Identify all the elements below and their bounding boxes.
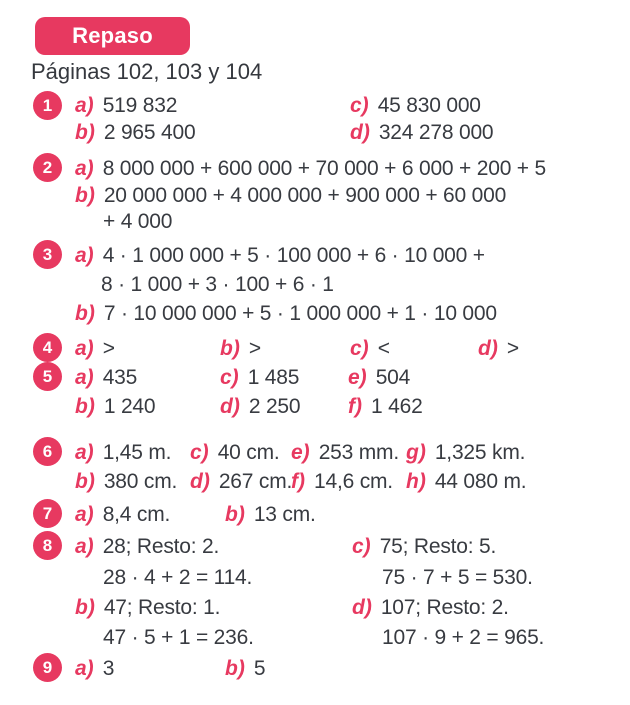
- answer-label: b): [75, 470, 95, 493]
- answer-label: c): [190, 441, 209, 464]
- answer-item: [291, 470, 393, 494]
- answer-label: a): [75, 337, 94, 360]
- answer-label: a): [75, 657, 94, 680]
- answer-label: d): [190, 470, 210, 493]
- answer-line: [75, 470, 623, 498]
- answer-label: b): [225, 657, 245, 680]
- answer-label: f): [348, 395, 362, 418]
- answer-value: 75; Resto: 5.: [379, 535, 497, 558]
- answer-item: [190, 470, 292, 494]
- answer-item: [75, 503, 170, 527]
- answer-label: h): [406, 470, 426, 493]
- answer-item: [103, 566, 252, 590]
- answer-value: 8 · 1 000 + 3 · 100 + 6 · 1: [101, 273, 334, 296]
- answer-item: [350, 337, 390, 361]
- answer-value: 107 · 9 + 2 = 965.: [382, 626, 545, 649]
- answer-line: [75, 210, 623, 238]
- answer-value: 20 000 000 + 4 000 000 + 900 000 + 60 000: [103, 184, 507, 207]
- answer-item: [220, 366, 299, 390]
- answer-item: [225, 657, 265, 681]
- pages-line: Páginas 102, 103 y 104: [31, 59, 263, 84]
- answer-item: [103, 210, 172, 234]
- answer-value: >: [506, 337, 519, 360]
- answer-item: [75, 657, 114, 681]
- answer-item: [348, 366, 410, 390]
- answer-line: [75, 395, 623, 423]
- answer-item: [225, 503, 316, 527]
- answer-value: 8 000 000 + 600 000 + 70 000 + 6 000 + 200 + 5: [102, 157, 546, 180]
- answer-value: 1 240: [103, 395, 156, 418]
- answer-line: [75, 503, 623, 531]
- answer-item: [220, 395, 300, 419]
- answer-label: a): [75, 503, 94, 526]
- answer-value: 47 · 5 + 1 = 236.: [103, 626, 254, 649]
- answer-value: 2 965 400: [103, 121, 196, 144]
- exercise-number: 2: [33, 153, 62, 182]
- answer-item: [75, 121, 195, 145]
- answer-value: 45 830 000: [377, 94, 481, 117]
- answer-value: 1,325 km.: [434, 441, 526, 464]
- answer-item: [348, 395, 423, 419]
- answer-item: [382, 566, 533, 590]
- answer-line: [75, 273, 623, 301]
- answer-item: [350, 121, 493, 145]
- answer-value: 519 832: [102, 94, 178, 117]
- answer-value: 1 462: [371, 395, 423, 418]
- answer-value: 14,6 cm.: [314, 470, 393, 493]
- answer-label: e): [348, 366, 367, 389]
- answer-line: [75, 302, 623, 330]
- answer-label: b): [220, 337, 240, 360]
- answer-label: a): [75, 441, 94, 464]
- answer-item: [75, 366, 137, 390]
- answer-item: [75, 184, 506, 208]
- answer-item: [406, 470, 526, 494]
- answer-line: [75, 366, 623, 394]
- answer-value: 1 485: [247, 366, 300, 389]
- answer-label: b): [75, 302, 95, 325]
- exercise-number: 1: [33, 91, 62, 120]
- answer-line: [75, 184, 623, 212]
- answer-item: [101, 273, 334, 297]
- exercise-number: 6: [33, 437, 62, 466]
- answer-value: 40 cm.: [217, 441, 280, 464]
- answer-label: a): [75, 244, 94, 267]
- exercise-number: 7: [33, 499, 62, 528]
- answer-item: [350, 94, 481, 118]
- answer-item: [406, 441, 525, 465]
- exercise-number: 9: [33, 653, 62, 682]
- answer-value: 28; Resto: 2.: [102, 535, 220, 558]
- answer-label: d): [352, 596, 372, 619]
- answer-label: a): [75, 535, 94, 558]
- answer-item: [103, 626, 254, 650]
- repaso-badge-label: Repaso: [72, 23, 153, 48]
- answer-value: 2 250: [248, 395, 301, 418]
- answer-value: 47; Resto: 1.: [103, 596, 221, 619]
- answer-label: c): [352, 535, 371, 558]
- answer-item: [75, 157, 546, 181]
- answer-label: c): [220, 366, 239, 389]
- answer-label: f): [291, 470, 305, 493]
- answer-value: 253 mm.: [318, 441, 399, 464]
- answer-line: [75, 657, 623, 685]
- answer-item: [75, 395, 155, 419]
- answer-item: [75, 244, 485, 268]
- answer-label: d): [350, 121, 370, 144]
- answer-label: c): [350, 94, 369, 117]
- answer-item: [75, 302, 497, 326]
- answer-value: <: [377, 337, 390, 360]
- answer-label: a): [75, 94, 94, 117]
- answer-label: d): [478, 337, 498, 360]
- answer-item: [220, 337, 261, 361]
- answer-value: 380 cm.: [103, 470, 178, 493]
- answer-item: [75, 535, 219, 559]
- exercise-number: 8: [33, 531, 62, 560]
- exercise-number: 5: [33, 362, 62, 391]
- answer-label: b): [75, 121, 95, 144]
- answer-value: >: [102, 337, 115, 360]
- answer-label: e): [291, 441, 310, 464]
- answer-value: 504: [375, 366, 411, 389]
- answer-line: [75, 244, 623, 272]
- answer-value: 13 cm.: [253, 503, 316, 526]
- answer-value: 4 · 1 000 000 + 5 · 100 000 + 6 · 10 000 +: [102, 244, 485, 267]
- answer-value: 267 cm.: [218, 470, 293, 493]
- answer-value: 3: [102, 657, 115, 680]
- answer-value: 75 · 7 + 5 = 530.: [382, 566, 533, 589]
- answer-line: [75, 441, 623, 469]
- answer-line: [75, 121, 623, 149]
- answer-value: 44 080 m.: [434, 470, 527, 493]
- answer-item: [75, 337, 115, 361]
- answer-item: [478, 337, 519, 361]
- answer-line: [75, 157, 623, 185]
- answer-label: d): [220, 395, 240, 418]
- answer-value: 28 · 4 + 2 = 114.: [103, 566, 253, 589]
- answer-item: [75, 441, 171, 465]
- answer-line: [75, 596, 623, 624]
- answer-label: c): [350, 337, 369, 360]
- answer-line: [75, 94, 623, 122]
- answer-line: [75, 535, 623, 563]
- answer-value: + 4 000: [103, 210, 173, 233]
- answer-item: [382, 626, 544, 650]
- answer-item: [190, 441, 280, 465]
- answer-value: 324 278 000: [378, 121, 494, 144]
- answer-label: a): [75, 157, 94, 180]
- answer-value: >: [248, 337, 261, 360]
- answer-label: b): [225, 503, 245, 526]
- answer-value: 107; Resto: 2.: [380, 596, 509, 619]
- answer-item: [75, 470, 177, 494]
- answer-line: [75, 566, 623, 594]
- answer-value: 435: [102, 366, 138, 389]
- answer-label: b): [75, 184, 95, 207]
- answer-value: 5: [253, 657, 266, 680]
- exercise-number: 4: [33, 333, 62, 362]
- answer-value: 7 · 10 000 000 + 5 · 1 000 000 + 1 · 10 000: [103, 302, 497, 325]
- answer-item: [75, 596, 220, 620]
- answer-label: b): [75, 395, 95, 418]
- answer-label: a): [75, 366, 94, 389]
- answer-item: [291, 441, 399, 465]
- exercise-number: 3: [33, 240, 62, 269]
- answer-item: [352, 596, 509, 620]
- answer-item: [352, 535, 496, 559]
- answer-item: [75, 94, 177, 118]
- answer-label: g): [406, 441, 426, 464]
- repaso-badge: [35, 17, 190, 55]
- answer-label: b): [75, 596, 95, 619]
- answer-line: [75, 337, 623, 365]
- answer-value: 1,45 m.: [102, 441, 172, 464]
- answer-line: [75, 626, 623, 654]
- answer-value: 8,4 cm.: [102, 503, 171, 526]
